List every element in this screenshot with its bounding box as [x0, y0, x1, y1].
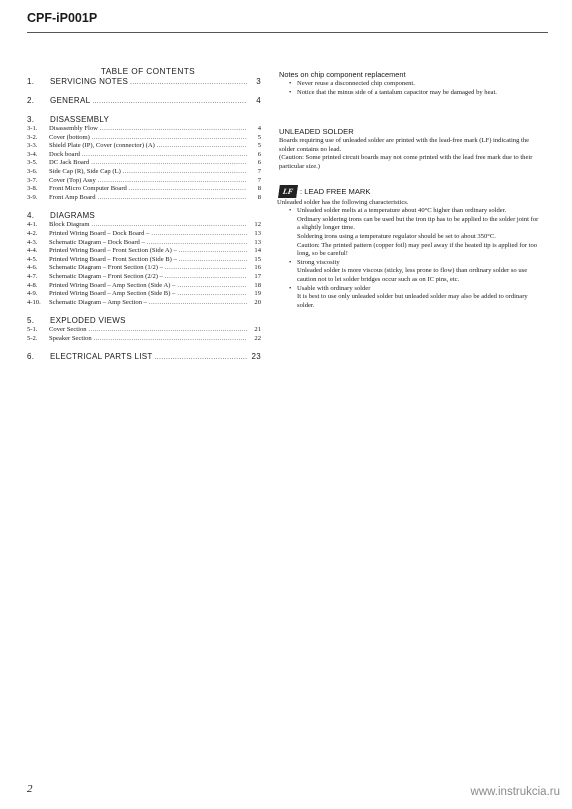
toc-item-title: Front Micro Computer Board [49, 185, 127, 193]
toc-section [27, 316, 261, 326]
toc-leader-dots [177, 282, 247, 291]
toc-section-title: DISASSEMBLY [50, 115, 110, 124]
unleaded-solder-body: Boards requiring use of unleaded solder are printed with the lead-free mark (LF) indicating the solder contains no lead. [279, 137, 530, 153]
feature-item: • Strong viscosity [289, 258, 340, 266]
feature-detail: Soldering irons using a temperature regulator should be set to about 350°C. [297, 232, 496, 240]
toc-item-number: 3-6. [27, 167, 38, 175]
toc-item[interactable] [27, 290, 261, 299]
toc-leader-dots [129, 185, 247, 194]
toc-item-number: 4-7. [27, 272, 38, 280]
toc-leader-dots [98, 177, 247, 186]
model-header: CPF-iP001P [27, 11, 98, 25]
toc-section-number: 2. [27, 96, 35, 105]
toc-leader-dots [92, 134, 247, 143]
toc-item-number: 4-9. [27, 290, 38, 298]
toc-item[interactable] [27, 194, 261, 203]
toc-page-number: 4 [256, 96, 261, 105]
toc-page-number: 4 [257, 125, 261, 132]
toc-item-number: 3-7. [27, 176, 38, 184]
toc-page-number: 22 [254, 334, 261, 342]
toc-leader-dots [155, 353, 247, 362]
notes-column [279, 70, 541, 310]
toc-item[interactable] [27, 335, 261, 344]
feature-detail: It is best to use only unleaded solder but unleaded solder may also be added to ordinary solder. [297, 293, 528, 309]
lead-free-mark [279, 185, 541, 199]
toc-leader-dots [157, 142, 247, 151]
toc-page-number: 17 [254, 272, 261, 280]
toc-leader-dots [147, 239, 247, 248]
toc-leader-dots [177, 290, 247, 299]
toc-leader-dots [94, 335, 247, 344]
table-of-contents [27, 66, 261, 362]
toc-item-title: Printed Wiring Board – Front Section (Side B) – [49, 255, 177, 263]
toc-item-title: Schematic Diagram – Amp Section – [49, 298, 147, 306]
toc-leader-dots [165, 273, 247, 282]
toc-item-title: Printed Wiring Board – Dock Board – [49, 229, 150, 237]
toc-item-number: 4-10. [27, 298, 41, 306]
toc-item[interactable] [27, 142, 261, 151]
unleaded-intro: Unleaded solder has the following characteristics. [277, 198, 409, 206]
toc-item-title: Cover Section [49, 326, 87, 334]
toc-section-number: 4. [27, 211, 35, 221]
toc-leader-dots [91, 221, 247, 230]
toc-item[interactable] [27, 134, 261, 143]
toc-page-number: 18 [254, 281, 261, 289]
toc-item-number: 4-4. [27, 247, 38, 255]
toc-item-number: 3-1. [27, 125, 38, 132]
toc-page-number: 6 [257, 150, 261, 158]
toc-item-number: 4-6. [27, 264, 38, 272]
toc-leader-dots [165, 264, 247, 273]
toc-item[interactable] [27, 247, 261, 256]
toc-item-number: 4-3. [27, 238, 38, 246]
feature-detail: Unleaded solder is more viscous (sticky, less prone to flow) than ordinary solder so use caution not to let solder bridges occur such as on IC pins, etc. [297, 267, 528, 283]
toc-section[interactable] [27, 96, 261, 106]
toc-item-title: Schematic Diagram – Front Section (1/2) – [49, 264, 163, 272]
feature-item: • Unleaded solder melts at a temperature about 40°C higher than ordinary solder. [289, 207, 507, 215]
toc-page-number: 3 [256, 77, 261, 86]
toc-leader-dots [100, 125, 247, 134]
toc-section-title: EXPLODED VIEWS [50, 316, 126, 326]
toc-item-title: Speaker Section [49, 334, 92, 342]
unleaded-solder-caution: (Caution: Some printed circuit boards may not come printed with the lead free mark due to their particular size.) [279, 154, 533, 170]
toc-leader-dots [179, 247, 247, 256]
toc-item-title: Printed Wiring Board – Front Section (Side A) – [49, 247, 177, 255]
bullet-icon: • [289, 207, 292, 215]
toc-section-title: GENERAL [50, 96, 91, 105]
toc-item-number: 3-8. [27, 185, 38, 193]
toc-item[interactable] [27, 221, 261, 230]
lead-free-mark-label: : LEAD FREE MARK [300, 187, 371, 197]
toc-item-title: Printed Wiring Board – Amp Section (Side A) – [49, 281, 176, 289]
toc-item-title: Shield Plate (IP), Cover (connector) (A) [49, 142, 155, 150]
toc-leader-dots [91, 159, 247, 168]
toc-item[interactable] [27, 256, 261, 265]
toc-leader-dots [89, 326, 247, 335]
toc-leader-dots [98, 194, 247, 203]
toc-leader-dots [179, 256, 247, 265]
toc-page-number: 16 [254, 264, 261, 272]
toc-item-number: 5-1. [27, 326, 38, 334]
page-number: 2 [27, 783, 33, 795]
toc-section[interactable] [27, 77, 261, 87]
toc-section[interactable] [27, 352, 261, 362]
toc-item-title: Schematic Diagram – Front Section (2/2) – [49, 272, 163, 280]
bullet-icon: • [289, 88, 292, 96]
toc-page-number: 5 [257, 142, 261, 150]
toc-page-number: 13 [254, 229, 261, 237]
toc-section [27, 211, 261, 221]
toc-item-title: Dock board [49, 150, 80, 158]
toc-section-number: 1. [27, 77, 35, 86]
watermark: www.instrukcia.ru [470, 786, 560, 798]
toc-leader-dots [130, 78, 247, 87]
chip-note-item: • Notice that the minus side of a tantalum capacitor may be damaged by heat. [289, 88, 497, 96]
toc-page-number: 15 [254, 255, 261, 263]
toc-item-number: 3-4. [27, 150, 38, 158]
toc-section [27, 115, 261, 125]
toc-page-number: 20 [254, 298, 261, 306]
toc-item[interactable] [27, 239, 261, 248]
feature-item: • Usable with ordinary solder [289, 284, 371, 292]
toc-leader-dots [92, 97, 247, 106]
toc-item-title: Side Cap (R), Side Cap (L) [49, 167, 121, 175]
toc-page-number: 23 [251, 352, 261, 362]
lead-free-logo-icon: LF [278, 185, 298, 198]
toc-leader-dots [149, 299, 247, 308]
toc-page-number: 7 [257, 167, 261, 175]
toc-item-title: Schematic Diagram – Dock Board – [49, 238, 145, 246]
toc-section-title: DIAGRAMS [50, 211, 96, 221]
bullet-icon: • [289, 80, 292, 87]
bullet-icon: • [289, 258, 292, 266]
toc-section-title: SERVICING NOTES [50, 77, 129, 86]
toc-page-number: 7 [257, 176, 261, 184]
toc-item[interactable] [27, 299, 261, 308]
toc-section-number: 3. [27, 115, 35, 124]
toc-page-number: 19 [254, 290, 261, 298]
toc-item-number: 3-3. [27, 142, 38, 150]
toc-page-number: 13 [254, 238, 261, 246]
toc-section-number: 5. [27, 316, 35, 326]
toc-item-number: 3-5. [27, 159, 38, 167]
toc-leader-dots [123, 168, 247, 177]
toc-item[interactable] [27, 273, 261, 282]
toc-item[interactable] [27, 168, 261, 177]
toc-item[interactable] [27, 125, 261, 134]
toc-item[interactable] [27, 230, 261, 239]
feature-detail: Ordinary soldering irons can be used but the iron tip has to be applied to the solder joint for a slightly longer time. [297, 215, 539, 232]
toc-page-number: 5 [257, 133, 261, 141]
toc-item[interactable] [27, 264, 261, 273]
toc-item-number: 4-8. [27, 281, 38, 289]
toc-page-number: 14 [254, 247, 261, 255]
toc-item[interactable] [27, 185, 261, 194]
toc-page-number: 21 [254, 326, 261, 334]
toc-item[interactable] [27, 282, 261, 291]
header-rule [27, 32, 548, 33]
toc-item-title: Disassembly Flow [49, 125, 98, 132]
chip-note-item: • Never reuse a disconnected chip component. [289, 80, 415, 87]
toc-leader-dots [151, 230, 247, 239]
toc-item-number: 4-2. [27, 229, 38, 237]
toc-page-number: 8 [257, 185, 261, 193]
toc-item-title: Printed Wiring Board – Amp Section (Side B) – [49, 290, 176, 298]
toc-page-number: 6 [257, 159, 261, 167]
feature-detail: Caution: The printed pattern (copper foil) may peel away if the heated tip is applied for too long, so be careful! [297, 241, 538, 258]
toc-item[interactable] [27, 151, 261, 160]
toc-page-number: 8 [257, 193, 261, 201]
toc-item-number: 4-5. [27, 255, 38, 263]
chip-notes-heading: Notes on chip component replacement [279, 70, 406, 79]
toc-item[interactable] [27, 159, 261, 168]
chip-notes-list [279, 80, 541, 97]
toc-item-title: Block Diagram [49, 221, 90, 229]
bullet-icon: • [289, 284, 292, 292]
toc-item-title: Cover (Top) Assy [49, 176, 96, 184]
toc-item[interactable] [27, 177, 261, 186]
toc-leader-dots [82, 151, 247, 160]
toc-item-title: Cover (bottom) [49, 133, 90, 141]
toc-item-title: DC Jack Board [49, 159, 90, 167]
toc-item-number: 3-9. [27, 193, 38, 201]
unleaded-solder-heading: UNLEADED SOLDER [279, 127, 354, 137]
toc-item[interactable] [27, 326, 261, 335]
toc-section-number: 6. [27, 352, 35, 362]
toc-item-number: 4-1. [27, 221, 38, 229]
toc-section-title: ELECTRICAL PARTS LIST [50, 352, 153, 362]
toc-page-number: 12 [254, 221, 261, 229]
toc-title: TABLE OF CONTENTS [100, 66, 196, 76]
toc-item-number: 3-2. [27, 133, 38, 141]
toc-item-number: 5-2. [27, 334, 38, 342]
toc-item-title: Front Amp Board [49, 193, 96, 201]
